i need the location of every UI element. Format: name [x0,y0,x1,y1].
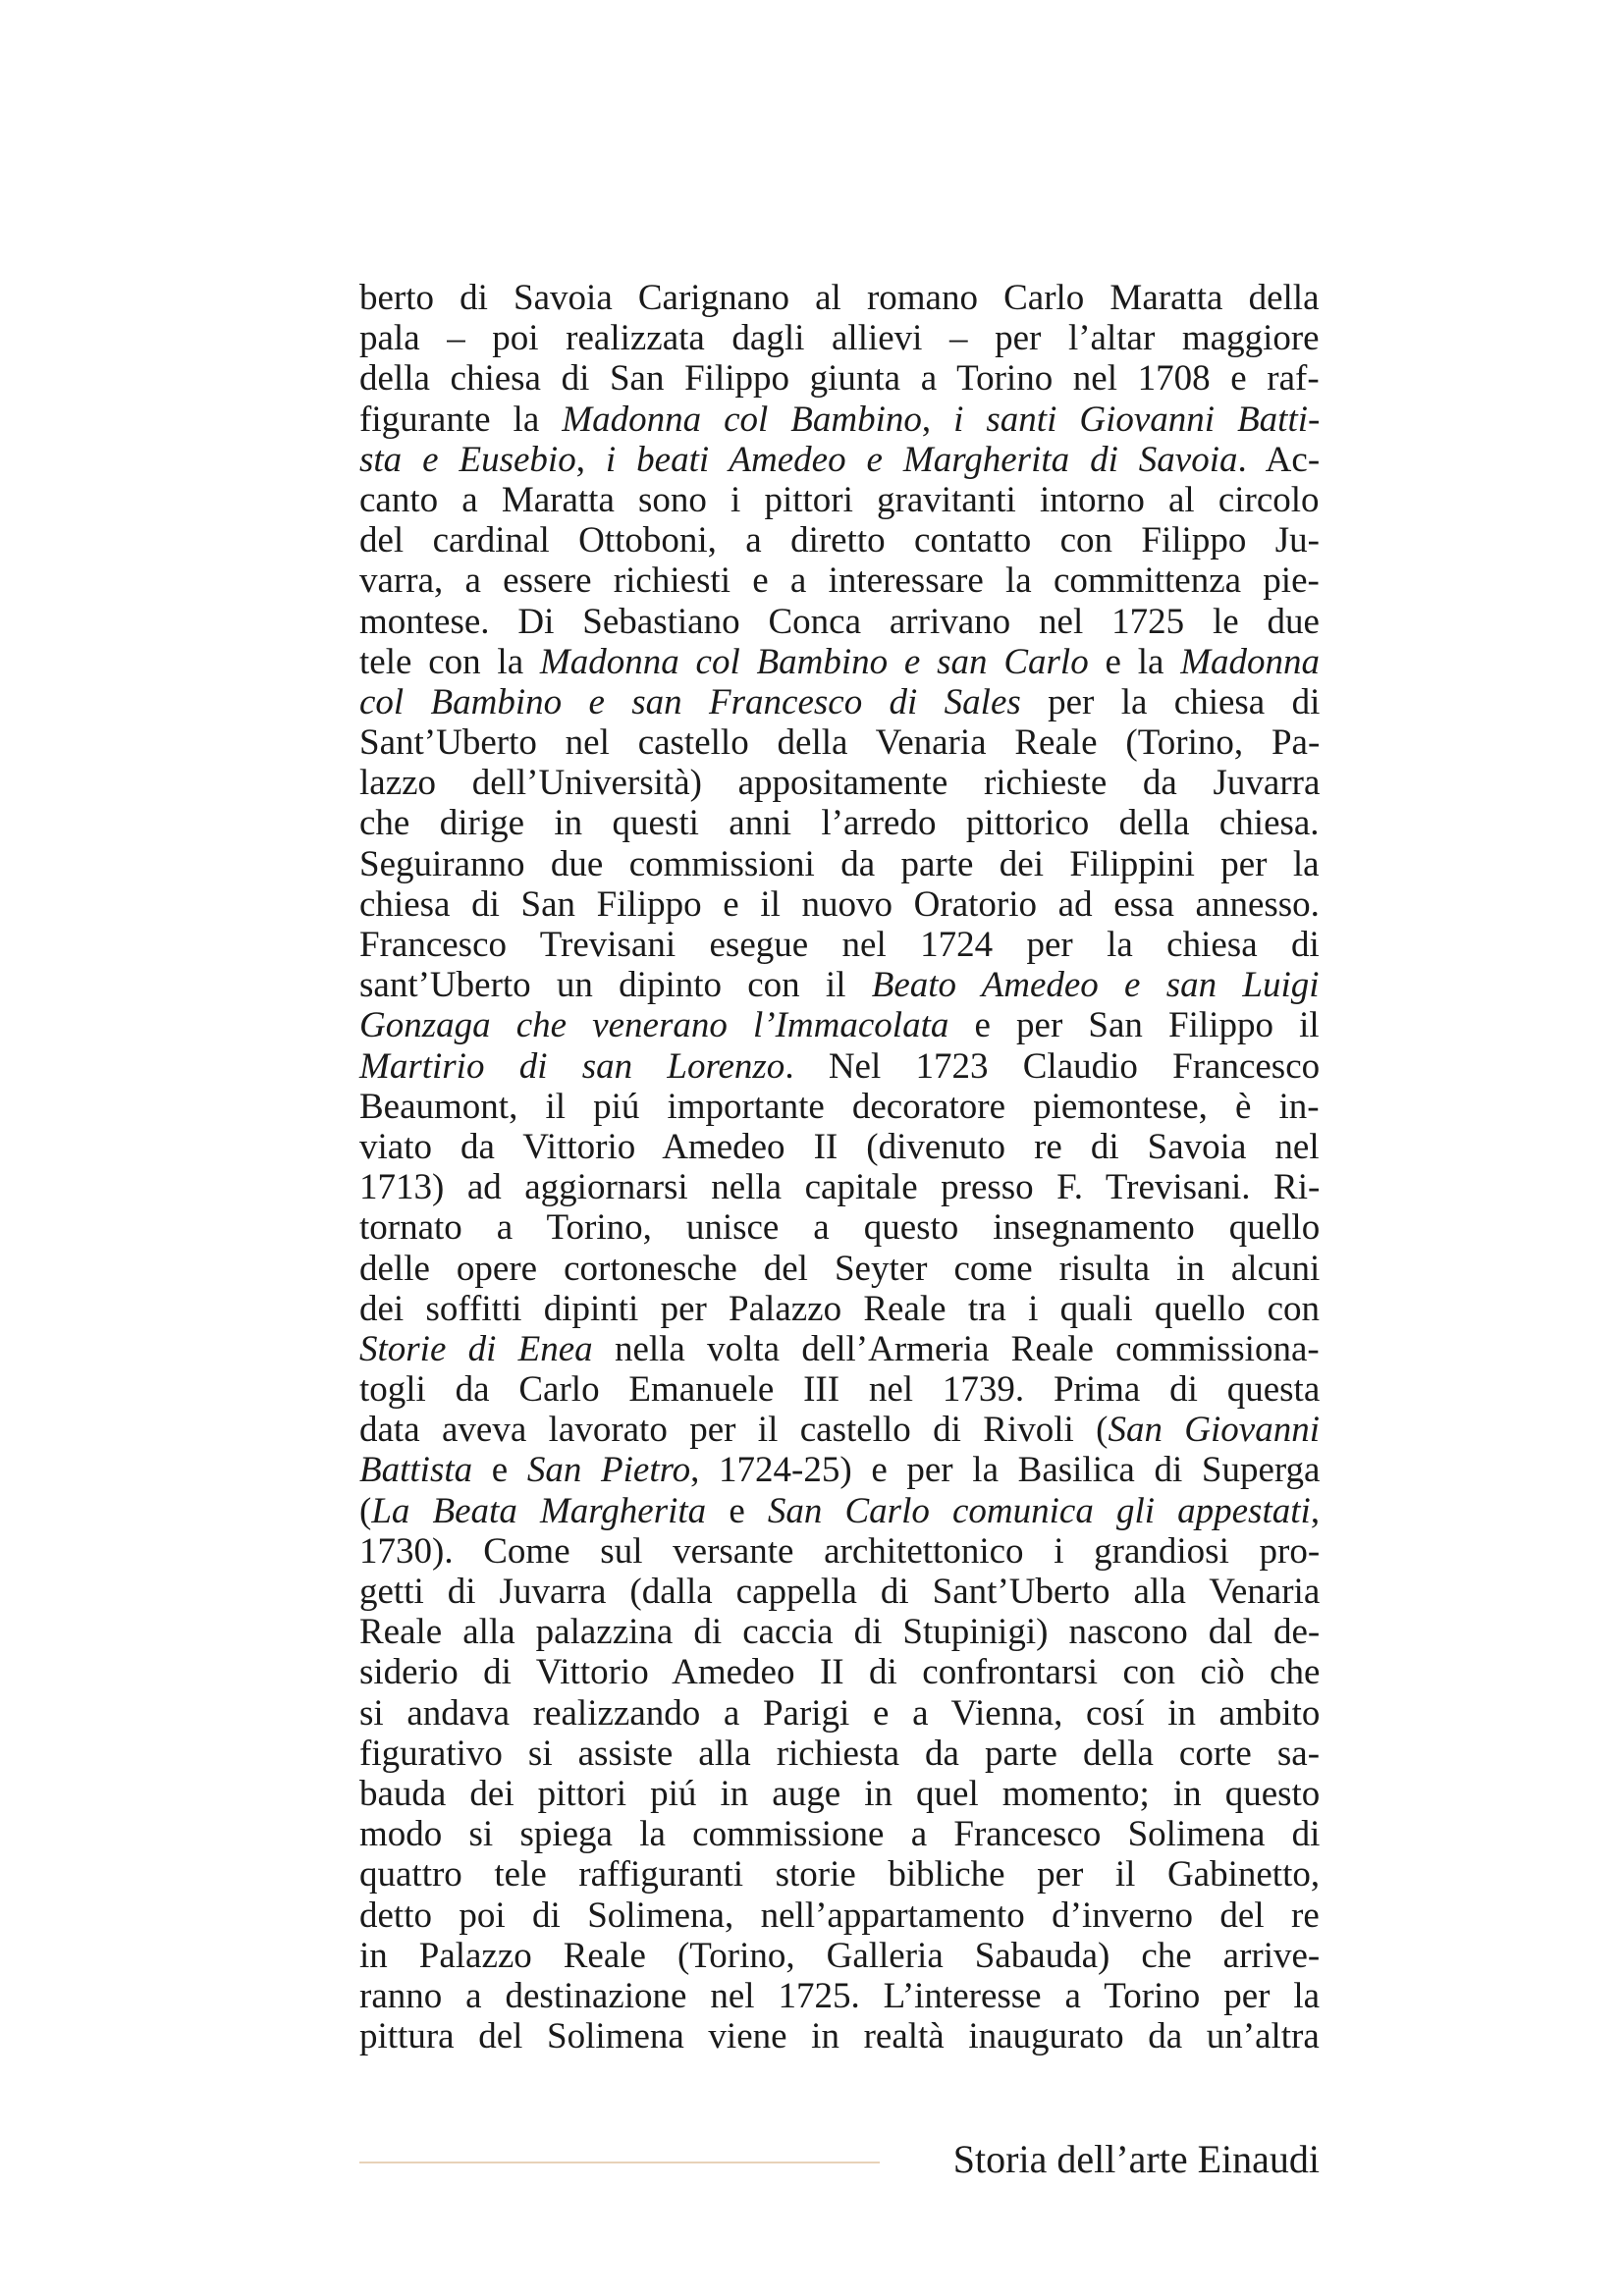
text-line [359,1612,1320,1652]
text-run: delle opere cortonesche del Seyter come risulta in alcuni [359,1248,1321,1289]
text-run: e per San Filippo il [948,1005,1320,1046]
text-line [359,1087,1320,1127]
italic-title: col Bambino e san Francesco di Sales [359,681,1021,722]
text-run: che dirige in questi anni l’arredo pittorico della chiesa. [359,803,1320,844]
text-line [359,722,1320,763]
text-run: montese. Di Sebastiano Conca arrivano nel 1725 le due [359,601,1320,642]
text-line [359,1249,1320,1289]
text-run: data aveva lavorato per il castello di Rivoli ( [359,1410,1109,1451]
italic-title: San Pietro [526,1450,691,1491]
text-line [359,480,1320,520]
italic-title: Battista [359,1450,473,1491]
text-line [359,1652,1320,1692]
text-run: quattro tele raffiguranti storie bibliche per il Gabinetto, [359,1854,1321,1896]
text-run: Reale alla palazzina di caccia di Stupinigi) nascono dal de- [359,1612,1321,1653]
text-line [359,440,1320,480]
text-line [359,278,1320,318]
footer-title: Storia dell’arte Einaudi [952,2137,1320,2181]
text-run: dei soffitti dipinti per Palazzo Reale tra i quali quello con [359,1288,1321,1329]
text-line [359,1369,1320,1410]
text-run: , [921,399,954,440]
text-run: e [706,1490,768,1531]
text-run: ranno a destinazione nel 1725. L’interesse a Torino per la [359,1975,1321,2016]
text-line [359,358,1320,399]
text-run: Beaumont, il piú importante decoratore piemontese, è in- [359,1086,1320,1127]
text-line [359,1774,1320,1814]
text-run: viato da Vittorio Amedeo II (divenuto re di Savoia nel [359,1126,1320,1167]
text-run: siderio di Vittorio Amedeo II di confrontarsi con ciò che [359,1652,1321,1693]
text-run: bauda dei pittori piú in auge in quel momento; in questo [359,1773,1321,1814]
body-text [359,278,1320,2056]
text-run: togli da Carlo Emanuele III nel 1739. Prima di questa [359,1369,1321,1411]
text-line [359,1450,1320,1490]
text-line [359,400,1320,440]
text-line [359,803,1320,843]
italic-title: San Giovanni [1108,1410,1321,1451]
text-line [359,844,1320,884]
text-line [359,1167,1320,1207]
text-run: del cardinal Ottoboni, a diretto contatto con Filippo Ju- [359,520,1320,561]
text-line [359,1572,1320,1612]
text-run: Seguiranno due commissioni da parte dei Filippini per la [359,843,1320,884]
text-line [359,1976,1320,2016]
text-run: Francesco Trevisani esegue nel 1724 per la chiesa di [359,925,1320,965]
text-line [359,1289,1320,1329]
text-line [359,965,1320,1005]
text-line [359,1207,1320,1248]
text-run: 1713) ad aggiornarsi nella capitale presso F. Trevisani. Ri- [359,1167,1321,1208]
text-run: detto poi di Solimena, nell’appartamento d’inverno del re [359,1895,1320,1936]
italic-title: Martirio di san Lorenzo [359,1045,785,1087]
text-run: sant’Uberto un dipinto con il [359,965,872,1006]
italic-title: Storie di Enea [359,1328,593,1369]
text-run: figurativo si assiste alla richiesta da parte della corte sa- [359,1733,1321,1774]
text-line [359,1896,1320,1936]
italic-title: i santi Giovanni Batti- [953,399,1321,440]
text-run: per la chiesa di [1020,681,1321,722]
text-line [359,1693,1320,1734]
text-run: figurante la [359,399,563,440]
text-run: canto a Maratta sono i pittori gravitanti intorno al circolo [359,479,1320,520]
page-footer [359,2130,1320,2189]
text-line [359,1005,1320,1045]
text-line [359,561,1320,601]
text-run: in Palazzo Reale (Torino, Galleria Sabauda) che arrive- [359,1935,1321,1976]
text-run: nella volta dell’Armeria Reale commissiona- [592,1328,1320,1369]
text-line [359,682,1320,722]
text-line [359,1046,1320,1087]
text-run: lazzo dell’Università) appositamente richieste da Juvarra [359,763,1321,804]
text-run: tele con la [359,641,540,682]
text-line [359,1814,1320,1854]
text-line [359,763,1320,803]
text-line [359,642,1320,682]
text-run: , 1724-25) e per la Basilica di Superga [690,1450,1321,1491]
text-line [359,925,1320,965]
text-run: chiesa di San Filippo e il nuovo Oratorio ad essa annesso. [359,883,1320,925]
text-line [359,1491,1320,1531]
italic-title: i beati Amedeo e Margherita di Savoia [605,439,1238,480]
text-line [359,884,1320,925]
text-run: 1730). Come sul versante architettonico i grandiosi pro- [359,1530,1321,1572]
text-run: pittura del Solimena viene in realtà inaugurato da un’altra [359,2016,1320,2057]
italic-title: Gonzaga che venerano l’Immacolata [359,1005,949,1046]
text-run: e [472,1450,527,1491]
text-line [359,318,1320,358]
italic-title: San Carlo comunica gli appestati [767,1490,1311,1531]
text-line [359,1127,1320,1167]
text-line [359,2016,1320,2056]
text-run: si andava realizzando a Parigi e a Vienna, cosí in ambito [359,1692,1321,1734]
text-line [359,1410,1320,1450]
italic-title: Madonna [1180,641,1321,682]
text-run: . Ac- [1237,439,1321,480]
text-line [359,1531,1320,1572]
text-run: pala – poi realizzata dagli allievi – per l’altar maggiore [359,318,1320,359]
text-run: berto di Savoia Carignano al romano Carlo Maratta della [359,278,1320,318]
text-line [359,1734,1320,1774]
text-run: ( [359,1490,372,1531]
text-run: , [1310,1490,1321,1531]
italic-title: Madonna col Bambino e san Carlo [539,641,1089,682]
text-run: modo si spiega la commissione a Francesco Solimena di [359,1814,1321,1855]
text-run: della chiesa di San Filippo giunta a Torino nel 1708 e raf- [359,358,1320,400]
text-run: . Nel 1723 Claudio Francesco [784,1045,1321,1087]
text-line [359,1854,1320,1895]
text-line [359,602,1320,642]
text-run: Sant’Uberto nel castello della Venaria Reale (Torino, Pa- [359,722,1321,764]
text-line [359,1936,1320,1976]
italic-title: sta e Eusebio [359,439,576,480]
text-line [359,520,1320,561]
italic-title: La Beata Margherita [371,1490,707,1531]
text-run: varra, a essere richiesti e a interessare la committenza pie- [359,561,1320,602]
italic-title: Madonna col Bambino [562,399,922,440]
text-run: e la [1088,641,1181,682]
italic-title: Beato Amedeo e san Luigi [871,965,1320,1006]
text-line [359,1329,1320,1369]
text-run: getti di Juvarra (dalla cappella di Sant’Uberto alla Venaria [359,1572,1321,1612]
text-run: , [575,439,606,480]
text-run: tornato a Torino, unisce a questo insegnamento quello [359,1207,1321,1249]
footer-rule [359,2162,880,2163]
